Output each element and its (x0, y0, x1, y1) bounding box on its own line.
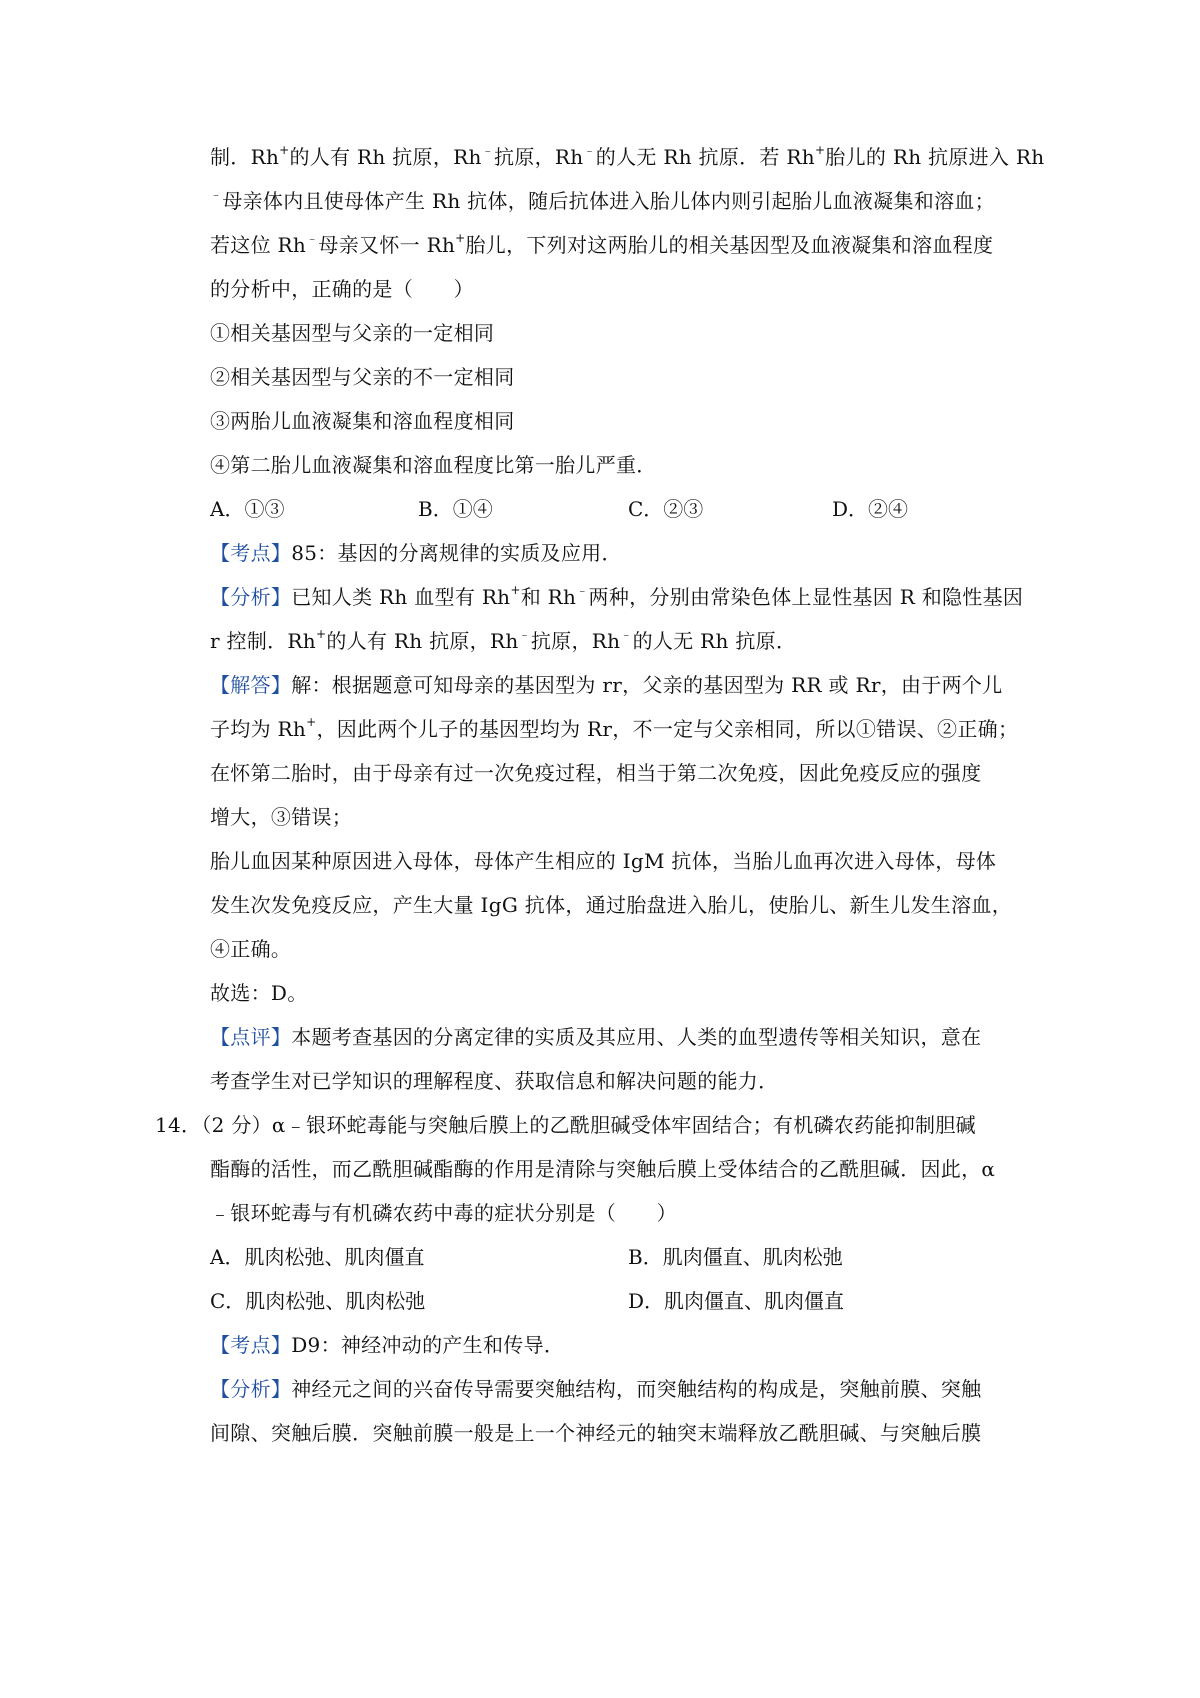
kaodian-tag: 【考点】 (210, 541, 292, 565)
q13-stem-line-4: 的分析中，正确的是（ ） (210, 277, 474, 301)
q13-statement: ③两胎儿血液凝集和溶血程度相同 (210, 409, 515, 433)
q13-jieda-line-7: ④正确。 (210, 937, 292, 961)
q14-kaodian: 【考点】D9：神经冲动的产生和传导． (210, 1333, 565, 1357)
q13-statement: ②相关基因型与父亲的不一定相同 (210, 365, 515, 389)
q13-option-d: D．②④ (832, 497, 909, 521)
q13-stem-line-2: ﹣母亲体内且使母体产生 Rh 抗体，随后抗体进入胎儿体内则引起胎儿血液凝集和溶血； (210, 187, 995, 213)
fenxi-tag: 【分析】 (210, 585, 292, 609)
jieda-tag: 【解答】 (210, 673, 292, 697)
q14-stem-line-2: 酯酶的活性，而乙酰胆碱酯酶的作用是清除与突触后膜上受体结合的乙酰胆碱．因此，α (210, 1157, 996, 1181)
q14-option-b: B．肌肉僵直、肌肉松弛 (628, 1245, 843, 1269)
q13-jieda-line-2: 子均为 Rh+，因此两个儿子的基因型均为 Rr，不一定与父亲相同，所以①错误、②正确； (210, 715, 1019, 741)
q14-fenxi-line-1: 【分析】神经元之间的兴奋传导需要突触结构，而突触结构的构成是，突触前膜、突触 (210, 1377, 982, 1401)
q13-jieda-line-4: 增大，③错误； (210, 805, 353, 829)
q13-option-b: B．①④ (418, 497, 493, 521)
q13-statement: ①相关基因型与父亲的一定相同 (210, 321, 495, 345)
q13-jieda-line-3: 在怀第二胎时，由于母亲有过一次免疫过程，相当于第二次免疫，因此免疫反应的强度 (210, 761, 982, 785)
q13-answer: 故选：D。 (210, 981, 308, 1005)
q14-option-a: A．肌肉松弛、肌肉僵直 (210, 1245, 425, 1269)
kaodian-tag: 【考点】 (210, 1333, 292, 1357)
q13-dianping-line-2: 考查学生对已学知识的理解程度、获取信息和解决问题的能力． (210, 1069, 779, 1093)
q13-jieda-line-5: 胎儿血因某种原因进入母体，母体产生相应的 IgM 抗体，当胎儿血再次进入母体，母体 (210, 849, 997, 873)
dianping-tag: 【点评】 (210, 1025, 292, 1049)
q13-kaodian: 【考点】85：基因的分离规律的实质及应用． (210, 541, 622, 565)
q13-fenxi-line-1: 【分析】已知人类 Rh 血型有 Rh+和 Rh﹣两种，分别由常染色体上显性基因 R 和隐性基因 (210, 583, 1024, 609)
q13-stem-line-1: 制．Rh+的人有 Rh 抗原，Rh﹣抗原，Rh﹣的人无 Rh 抗原．若 Rh+胎儿的 Rh 抗原进入 Rh (210, 143, 1045, 169)
q13-option-c: C．②③ (628, 497, 704, 521)
q13-jieda-line-6: 发生次发免疫反应，产生大量 IgG 抗体，通过胎盘进入胎儿，使胎儿、新生儿发生溶血， (210, 893, 1012, 917)
q13-stem-line-3: 若这位 Rh﹣母亲又怀一 Rh+胎儿，下列对这两胎儿的相关基因型及血液凝集和溶血程度 (210, 231, 994, 257)
q14-stem-line-1: 14．（2 分）α﹣银环蛇毒能与突触后膜上的乙酰胆碱受体牢固结合；有机磷农药能抑制胆碱 (155, 1113, 976, 1137)
fenxi-tag: 【分析】 (210, 1377, 292, 1401)
q13-dianping-line-1: 【点评】本题考查基因的分离定律的实质及其应用、人类的血型遗传等相关知识，意在 (210, 1025, 982, 1049)
q14-stem-line-3: ﹣银环蛇毒与有机磷农药中毒的症状分别是（ ） (210, 1201, 677, 1225)
q14-fenxi-line-2: 间隙、突触后膜．突触前膜一般是上一个神经元的轴突末端释放乙酰胆碱、与突触后膜 (210, 1421, 982, 1445)
q14-option-d: D．肌肉僵直、肌肉僵直 (628, 1289, 845, 1313)
q14-option-c: C．肌肉松弛、肌肉松弛 (210, 1289, 426, 1313)
q13-statement: ④第二胎儿血液凝集和溶血程度比第一胎儿严重． (210, 453, 657, 477)
q13-option-a: A．①③ (210, 497, 285, 521)
q13-jieda-line-1: 【解答】解：根据题意可知母亲的基因型为 rr，父亲的基因型为 RR 或 Rr，由于两个儿 (210, 673, 1003, 697)
q13-fenxi-line-2: r 控制．Rh+的人有 Rh 抗原，Rh﹣抗原，Rh﹣的人无 Rh 抗原． (210, 627, 797, 653)
